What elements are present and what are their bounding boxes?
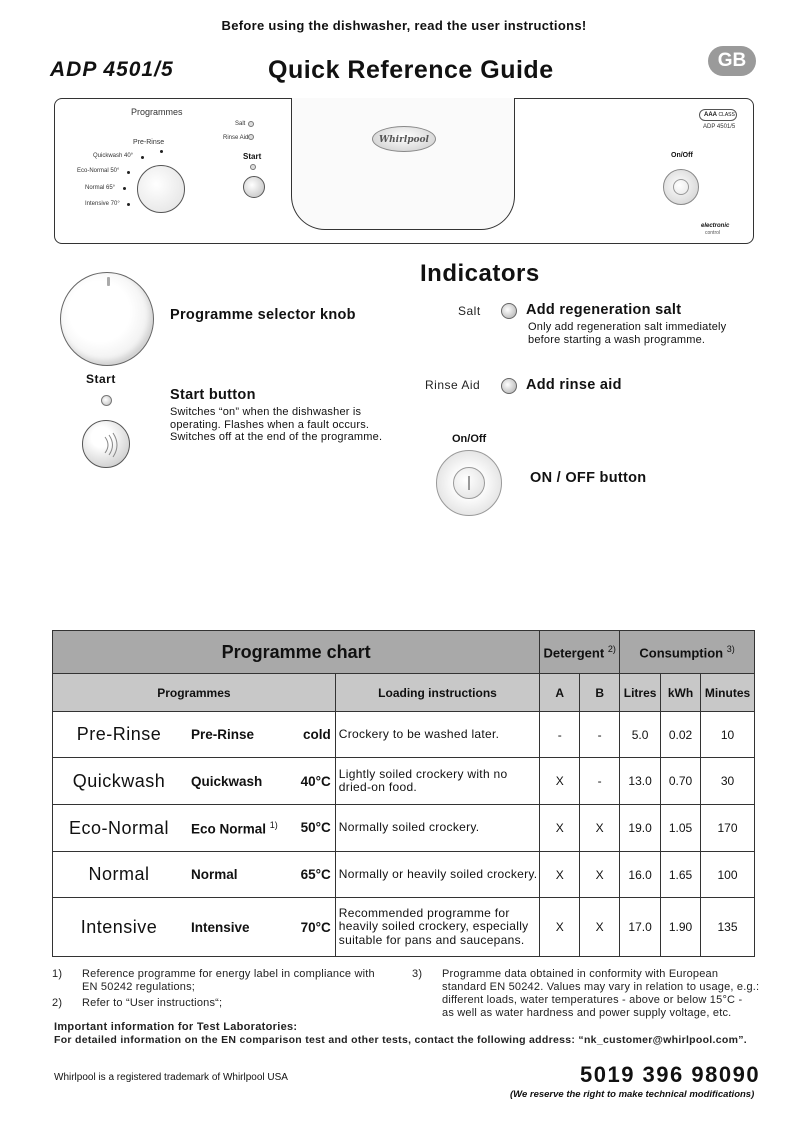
table-row [53, 712, 755, 758]
minutes: 10 [701, 712, 755, 758]
loading-instructions: Normally soiled crockery. [335, 805, 539, 852]
minutes: 30 [701, 758, 755, 805]
salt-icon-label: Salt [458, 304, 481, 318]
onoff-button-image [436, 450, 502, 516]
kwh: 1.90 [661, 898, 701, 957]
litres: 16.0 [620, 852, 661, 898]
panel-start-label: Start [243, 152, 262, 161]
detergent-b: X [580, 805, 620, 852]
start-title: Start button [170, 387, 256, 403]
detergent-b: X [580, 852, 620, 898]
panel-pos-normal: Normal 65° [85, 185, 116, 191]
trademark-text: Whirlpool is a registered trademark of Whirlpool USA [54, 1072, 288, 1083]
programme-name: Eco Normal [191, 821, 267, 837]
table-row [53, 758, 755, 805]
energy-class-badge: AAA CLASS [699, 109, 737, 121]
loading-instructions: Normally or heavily soiled crockery. [335, 852, 539, 898]
detergent-b: - [580, 758, 620, 805]
panel-model-label: ADP 4501/5 [703, 124, 736, 130]
chart-title: Programme chart [53, 631, 540, 674]
litres: 5.0 [620, 712, 661, 758]
programme-temp: 40°C [300, 773, 331, 789]
detergent-a: X [540, 805, 580, 852]
panel-dot [127, 203, 130, 206]
part-number: 5019 396 98090 [580, 1062, 761, 1087]
panel-programmes-label: Programmes [131, 107, 183, 117]
programme-temp: 50°C [300, 819, 331, 835]
salt-title: Add regeneration salt [526, 302, 682, 318]
onoff-title: ON / OFF button [530, 470, 647, 486]
col-programmes: Programmes [53, 674, 336, 712]
programme-name: Quickwash [191, 773, 263, 789]
panel-salt-label: Salt [235, 121, 246, 127]
programme-knob-image [60, 272, 154, 366]
reserve-notice: (We reserve the right to make technical modifications) [510, 1089, 755, 1100]
litres: 19.0 [620, 805, 661, 852]
start-button-glyph-icon [83, 421, 131, 469]
kwh: 1.65 [661, 852, 701, 898]
control-panel-illustration [54, 98, 754, 244]
table-row [53, 805, 755, 852]
panel-dot [160, 150, 163, 153]
notice-text: Before using the dishwasher, read the user instructions! [221, 18, 587, 33]
rinse-icon-label: Rinse Aid [425, 378, 481, 392]
start-description: Switches “on” when the dishwasher is operating. Flashes when a fault occurs. Switches off at the end of the programme. [170, 406, 383, 443]
litres: 17.0 [620, 898, 661, 957]
col-loading: Loading instructions [335, 674, 539, 712]
panel-programme-knob [137, 165, 185, 213]
minutes: 100 [701, 852, 755, 898]
salt-indicator-icon [501, 303, 517, 319]
minutes: 135 [701, 898, 755, 957]
programme-temp: 65°C [300, 867, 331, 882]
start-icon-label: Start [86, 372, 116, 386]
loading-instructions: Crockery to be washed later. [335, 712, 539, 758]
onoff-power-icon [453, 467, 485, 499]
kwh: 0.02 [661, 712, 701, 758]
panel-dot [123, 187, 126, 190]
col-minutes: Minutes [701, 674, 755, 712]
lab-info-heading: Important information for Test Laboratories: [54, 1021, 298, 1033]
knob-label: Programme selector knob [170, 307, 356, 323]
programme-name: Normal [191, 867, 238, 882]
footnote-2: 2) Refer to “User instructions“; [52, 997, 223, 1009]
rinse-aid-title: Add rinse aid [526, 377, 622, 393]
programme-display-name: Eco-Normal [68, 817, 170, 838]
panel-door-handle [291, 98, 515, 230]
salt-description: Only add regeneration salt immediately before starting a wash programme. [528, 321, 727, 346]
programme-display-name: Quickwash [72, 770, 166, 791]
panel-start-button [243, 176, 265, 198]
kwh: 1.05 [661, 805, 701, 852]
rinse-aid-indicator-icon [501, 378, 517, 394]
panel-electronic-text: electronic [701, 223, 730, 229]
detergent-a: - [540, 712, 580, 758]
programme-temp: 70°C [300, 919, 331, 935]
panel-pos-econormal: Eco-Normal 50° [77, 168, 120, 174]
programme-display-name: Pre-Rinse [76, 724, 162, 744]
detergent-header: Detergent $^{2)}$ [540, 631, 620, 674]
programme-note: 1) [269, 819, 278, 830]
brand-logo: Whirlpool [372, 126, 436, 152]
detergent-a: X [540, 852, 580, 898]
panel-start-led [250, 164, 256, 170]
detergent-a: X [540, 898, 580, 957]
col-litres: Litres [620, 674, 661, 712]
panel-pos-prerinse: Pre-Rinse [133, 139, 165, 146]
start-led-icon [101, 395, 112, 406]
panel-pos-quickwash: Quickwash 40° [93, 153, 134, 159]
kwh: 0.70 [661, 758, 701, 805]
col-kwh: kWh [661, 674, 701, 712]
panel-rinse-led [248, 134, 254, 140]
table-row [53, 852, 755, 898]
programme-name: Pre-Rinse [191, 727, 255, 742]
footnote-1: 1) Reference programme for energy label in compliance with EN 50242 regulations; [52, 968, 375, 993]
programme-display-name: Normal [88, 864, 150, 884]
panel-rinse-label: Rinse Aid [223, 135, 249, 141]
consumption-header: Consumption $^{3)}$ [620, 631, 755, 674]
country-badge: GB [708, 46, 756, 76]
programme-chart-table [52, 630, 755, 957]
footnote-3: 3) Programme data obtained in conformity with European standard EN 50242. Values may vary in relation to usage, e.g.: different loads, water temperatures - above or below 15°C - as well as water hardness and power supply voltage, etc. [412, 968, 760, 1019]
panel-salt-led [248, 121, 254, 127]
lab-info-text: For detailed information on the EN comparison test and other tests, contact the following address: “nk_customer@whirlpool.com”. [54, 1034, 748, 1046]
detergent-b: X [580, 898, 620, 957]
table-row [53, 898, 755, 957]
loading-instructions: Recommended programme for heavily soiled crockery, especially suitable for pans and saucepans. [335, 898, 539, 957]
page-title: Quick Reference Guide [268, 56, 554, 84]
indicators-title: Indicators [420, 260, 540, 287]
start-button-image [82, 420, 130, 468]
model-number: ADP 4501/5 [50, 58, 174, 81]
panel-onoff-button [663, 169, 699, 205]
col-b: B [580, 674, 620, 712]
detergent-b: - [580, 712, 620, 758]
panel-dot [141, 156, 144, 159]
litres: 13.0 [620, 758, 661, 805]
programme-display-name: Intensive [80, 916, 158, 937]
programme-name: Intensive [191, 919, 250, 935]
panel-onoff-label: On/Off [671, 152, 693, 159]
detergent-a: X [540, 758, 580, 805]
programme-temp: cold [303, 727, 331, 742]
knob-marker [107, 277, 110, 286]
minutes: 170 [701, 805, 755, 852]
panel-control-text: control [705, 230, 721, 236]
panel-dot [127, 171, 130, 174]
onoff-icon-label: On/Off [452, 433, 487, 445]
loading-instructions: Lightly soiled crockery with no dried-on food. [335, 758, 539, 805]
col-a: A [540, 674, 580, 712]
panel-pos-intensive: Intensive 70° [85, 201, 120, 207]
